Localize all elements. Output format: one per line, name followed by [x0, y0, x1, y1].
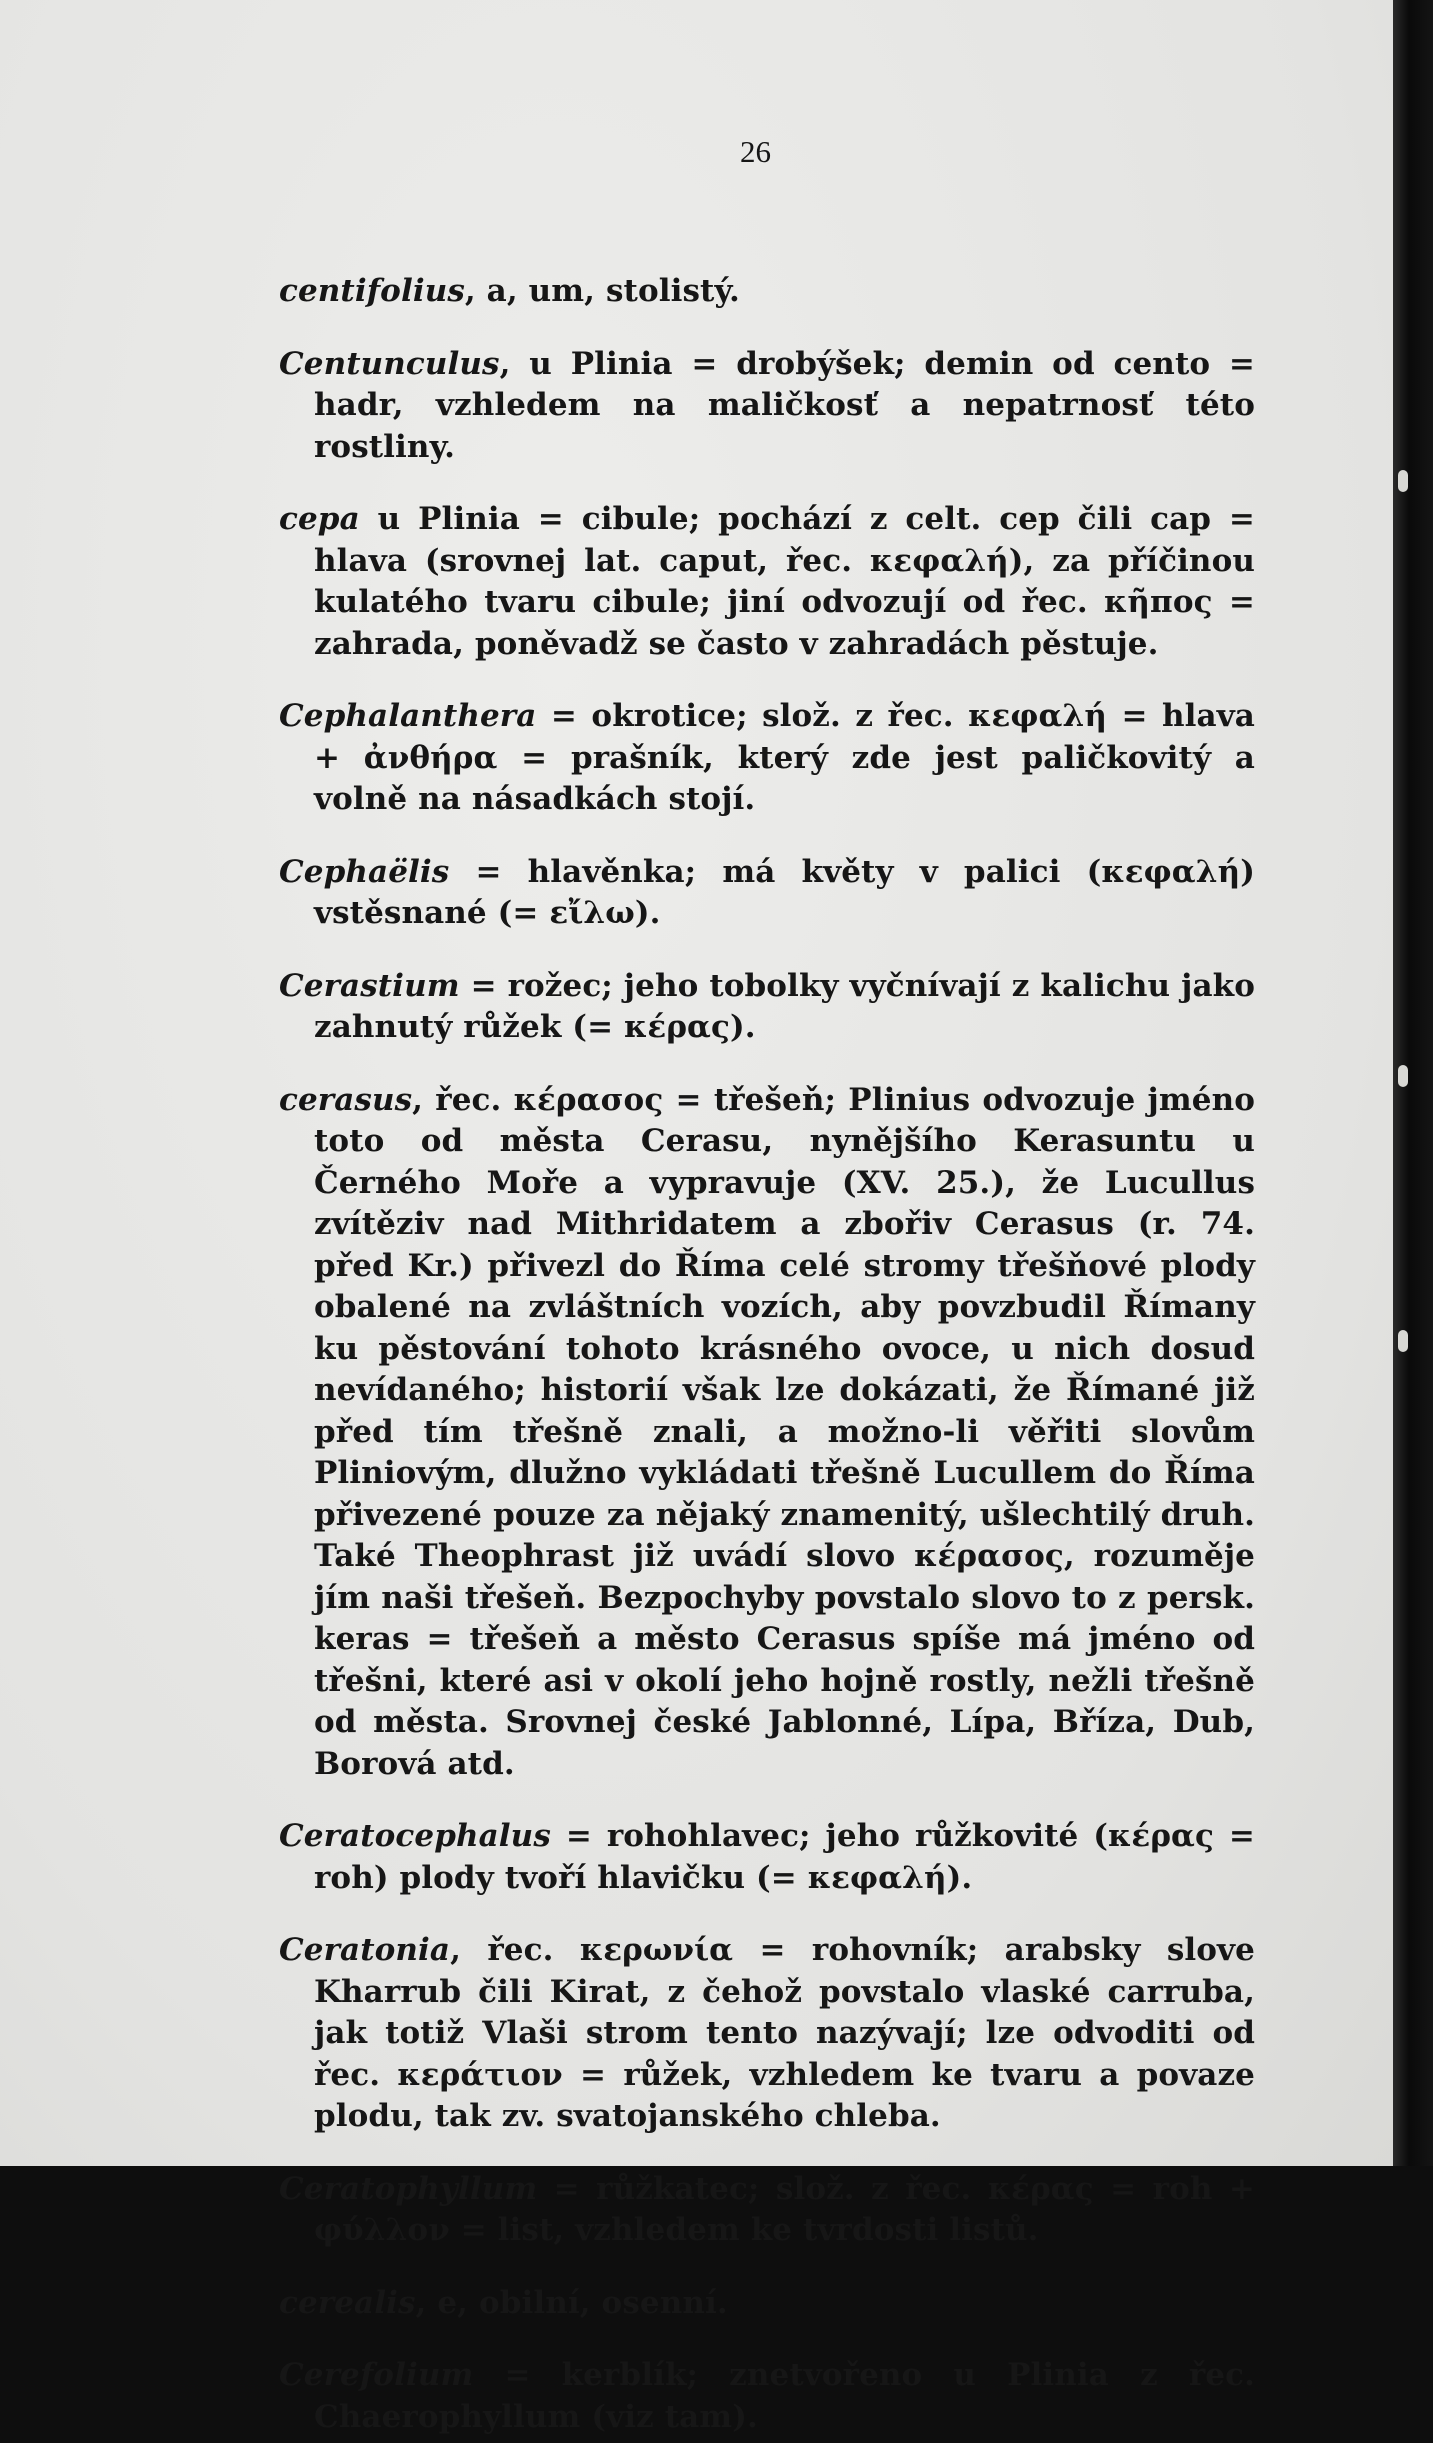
entry-text: u Plinia = cibule; pochází z celt. cep čili cap = hlava (srovnej lat. caput, řec. κεφαλή), za příčinou kulatého tvaru cibule; jiní odvozují od řec. κῆπος = zahrada, poněvadž se často v zahradách pěstuje. — [314, 501, 1255, 662]
entry-text: = růžkatec; slož. z řec. κέρας = roh + φύλλον = list, vzhledem ke tvrdosti listů. — [314, 2170, 1255, 2248]
entry-text: = rožec; jeho tobolky vyčnívají z kalichu jako zahnutý růžek (= κέρας). — [314, 967, 1255, 1045]
entry-headword: Ceratonia — [279, 1932, 451, 1968]
dictionary-entry — [279, 966, 1255, 1049]
entry-text: = hlavěnka; má květy v palici (κεφαλή) vstěsnané (= εἴλω). — [314, 853, 1255, 931]
entry-text: , řec. κέρασος = třešeň; Plinius odvozuje jméno toto od města Cerasu, nynějšího Kerasuntu u Černého Moře a vypravuje (XV. 25.), že Lucullus zvítěziv nad Mithridatem a zbořiv Cerasus (r. 74. před Kr.) přivezl do Říma celé stromy třešňové plody obalené na zvláštních vozích, aby povzbudil Římany ku pěstování tohoto krásného ovoce, u nich dosud nevídaného; historií však lze dokázati, že Římané již před tím třešně znali, a možno-li věřiti slovům Pliniovým, dlužno vykládati třešně Lucullem do Říma přivezené pouze za nějaký znamenitý, ušlechtilý druh. Také Theophrast již uvádí slovo κέρασος, rozuměje jím naši třešeň. Bezpochyby povstalo slovo to z persk. keras = třešeň a město Cerasus spíše má jméno od třešni, které asi v okolí jeho hojně rostly, nežli třešně od města. Srovnej české Jablonné, Lípa, Bříza, Dub, Borová atd. — [314, 1081, 1255, 1782]
entry-headword: centifolius — [279, 273, 465, 309]
dictionary-entry — [279, 852, 1255, 935]
entry-headword: Ceratocephalus — [279, 1818, 551, 1854]
entry-headword: Cerefolium — [279, 2357, 474, 2393]
entry-text: , u Plinia = drobýšek; demin od cento = hadr, vzhledem na maličkosť a nepatrnosť této rostliny. — [314, 345, 1255, 465]
dictionary-entries — [279, 240, 1255, 2443]
binding-mark — [1398, 1330, 1408, 1352]
entry-text: , a, um, stolistý. — [464, 273, 740, 309]
entry-text: = kerblík; znetvořeno u Plinia z řec. Chaerophyllum (viz tam). — [314, 2357, 1255, 2435]
dictionary-entry — [279, 344, 1255, 469]
dictionary-entry — [279, 2169, 1255, 2252]
dictionary-entry — [279, 1080, 1255, 1786]
entry-headword: cerealis — [279, 2284, 416, 2321]
entry-headword: Ceratophyllum — [279, 2170, 538, 2207]
dictionary-entry — [279, 2283, 1255, 2325]
dictionary-entry — [279, 499, 1255, 665]
binding-mark — [1398, 1065, 1408, 1087]
entry-headword: Cephalanthera — [279, 698, 537, 734]
dictionary-entry — [279, 1930, 1255, 2138]
dictionary-entry — [279, 1816, 1255, 1899]
entry-headword: cepa — [279, 501, 360, 537]
entry-headword: Cephaëlis — [279, 853, 450, 890]
dictionary-entry — [279, 696, 1255, 821]
entry-text: = okrotice; slož. z řec. κεφαλή = hlava + ἀνθήρα = prašník, který zde jest paličkovitý a volně na násadkách stojí. — [314, 698, 1255, 817]
dictionary-entry — [279, 271, 1255, 313]
entry-headword: Centunculus — [279, 345, 500, 382]
entry-text: = rohohlavec; jeho růžkovité (κέρας = roh) plody tvoří hlavičku (= κεφαλή). — [314, 1818, 1255, 1896]
dictionary-entry — [279, 2355, 1255, 2438]
entry-text: , řec. κερωνία = rohovník; arabsky slove Kharrub čili Kirat, z čehož povstalo vlaské carruba, jak totiž Vlaši strom tento nazývají; lze odvoditi od řec. κεράτιον = růžek, vzhledem ke tvaru a povaze plodu, tak zv. svatojanského chleba. — [314, 1932, 1255, 2134]
page-number: 26 — [740, 134, 771, 169]
binding-mark — [1398, 470, 1408, 492]
entry-headword: Cerastium — [279, 967, 460, 1004]
entry-headword: cerasus — [279, 1081, 413, 1118]
entry-text: , e, obilní, osenní. — [415, 2284, 728, 2321]
